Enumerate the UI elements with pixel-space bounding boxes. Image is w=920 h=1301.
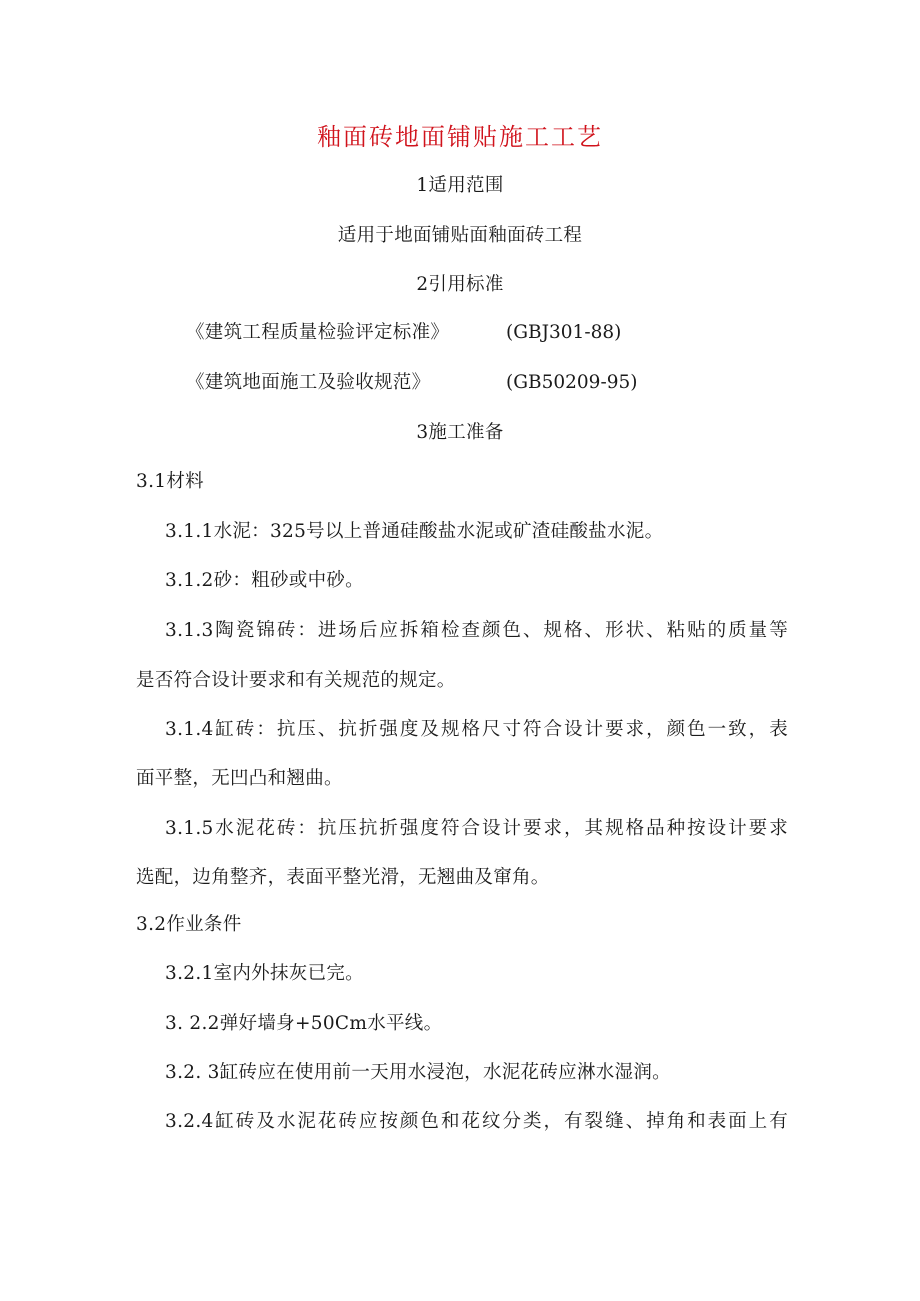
paragraph-3-1-4-line1: 3.1.4缸砖：抗压、抗折强度及规格尺寸符合设计要求，颜色一致，表 [165, 719, 788, 740]
paragraph-3-2-1: 3.2.1室内外抹灰已完。 [165, 963, 364, 984]
reference-code-1: (GBJ301-88) [506, 322, 622, 343]
paragraph-3-1-2: 3.1.2砂：粗砂或中砂。 [165, 570, 364, 591]
paragraph-3-1-3-line2: 是否符合设计要求和有关规范的规定。 [136, 670, 456, 691]
subsection-heading-materials: 3.1材料 [136, 471, 204, 492]
document-title: 釉面砖地面铺贴施工工艺 [317, 123, 603, 151]
paragraph-3-1-3-line1: 3.1.3陶瓷锦砖：进场后应拆箱检查颜色、规格、形状、粘贴的质量等 [165, 620, 788, 641]
reference-name-1: 《建筑工程质量检验评定标准》 [186, 322, 450, 343]
section-heading-references: 2引用标准 [416, 274, 504, 295]
paragraph-3-1-5-line1: 3.1.5水泥花砖：抗压抗折强度符合设计要求，其规格品种按设计要求 [165, 818, 788, 839]
paragraph-3-1-1: 3.1.1水泥：325号以上普通硅酸盐水泥或矿渣硅酸盐水泥。 [165, 521, 664, 542]
paragraph-3-2-2: 3. 2.2弹好墙身+50Cm水平线。 [165, 1013, 443, 1034]
paragraph-3-2-4-line1: 3.2.4缸砖及水泥花砖应按颜色和花纹分类，有裂缝、掉角和表面上有 [165, 1111, 788, 1132]
subsection-heading-conditions: 3.2作业条件 [136, 914, 242, 935]
scope-text: 适用于地面铺贴面釉面砖工程 [337, 225, 583, 246]
paragraph-3-1-5-line2: 选配，边角整齐，表面平整光滑，无翘曲及窜角。 [136, 867, 550, 888]
reference-name-2: 《建筑地面施工及验收规范》 [186, 372, 431, 393]
section-heading-preparation: 3施工准备 [416, 422, 504, 443]
section-heading-scope: 1适用范围 [416, 175, 504, 196]
paragraph-3-2-3: 3.2. 3缸砖应在使用前一天用水浸泡，水泥花砖应淋水湿润。 [165, 1062, 671, 1083]
paragraph-3-1-4-line2: 面平整，无凹凸和翘曲。 [136, 768, 343, 789]
reference-code-2: (GB50209-95) [506, 372, 638, 393]
